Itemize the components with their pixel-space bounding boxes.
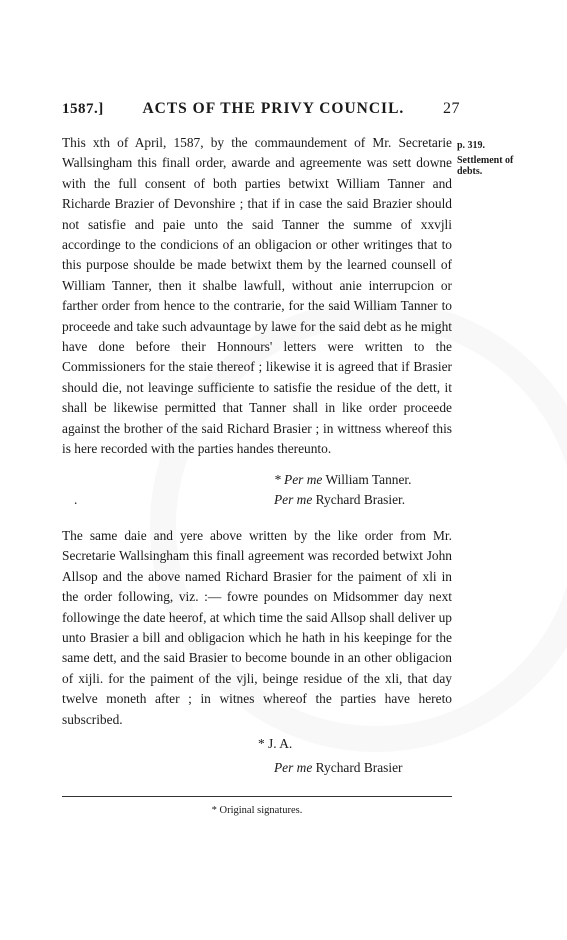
footnote: * Original signatures.: [211, 805, 303, 816]
paragraph-settlement-tanner: This xth of April, 1587, by the commaundement of Mr. Secretarie Wallsingham this finall order, awarde and agreemente was sett downe with the full consent of both parties betwixt William Tanner and Richarde Brazier of Devonshire ; that if in case the said Brazier should not satisfie and paie unto the said Tanner the summe of xxvjli accordinge to the condicions of an obligacion or other writinges that to this purpose shoulde be made betwixt them by the learned counsell of William Tanner, then it shalbe lawfull, without anie interrupcion or farther order from hence to the contrarie, for the said William Tanner to proceede and take such advauntage by lawe for the said debt as he might have done before their Honnours' letters were written to the Commissioners for the staie thereof ; likewise it is agreed that if Brasier should die, not leavinge sufficiente to satisfie the residue of the dett, it shall be likewise permitted that Tanner shall in like order proceede against the brother of the said Richard Brasier ; in wittness whereof this is here recorded with the parties handes thereunto.: [62, 135, 452, 457]
page-number: 27: [443, 100, 460, 117]
signature-dot: .: [74, 491, 78, 507]
margin-topic-note: Settlement of debts.: [457, 155, 514, 177]
paragraph-agreement-allsop: The same daie and yere above written by the like order from Mr. Secretarie Wallsingham this finall agreement was recorded betwixt John Allsop and the above named Richard Brasier for the paiment of xli in the order following, viz. :— fowre poundes on Midsommer day next followinge the date heerof, at which time the said Allsop shall deliver up unto Brasier a bill and obligacion which he hath in his keepinge for the same dett, and the said Brasier to become bounde in an other obligacion of xijli. for the paiment of the vjli, beinge residue of the xli, that day twelve moneth after ; in witnes whereof the parties have hereto subscribed.: [62, 527, 452, 727]
signature-prefix: Per me: [274, 760, 313, 776]
signature-line-brasier-2: [274, 758, 452, 778]
page-body: [62, 133, 452, 778]
signature-prefix: * Per me: [274, 471, 323, 487]
running-header: [62, 100, 460, 118]
header-title: ACTS OF THE PRIVY COUNCIL.: [142, 100, 405, 117]
header-year: 1587.]: [62, 101, 104, 117]
signature-line-tanner: [274, 470, 452, 490]
signature-line-brasier: [62, 490, 452, 510]
signature-name: Rychard Brasier.: [315, 491, 406, 507]
signature-name: William Tanner.: [325, 471, 412, 487]
signature-name: Rychard Brasier: [315, 760, 403, 776]
footnote-divider: [62, 796, 452, 797]
margin-page-reference: p. 319.: [457, 140, 486, 151]
signature-prefix: Per me: [274, 491, 313, 507]
signature-initials: * J. A.: [258, 735, 293, 751]
